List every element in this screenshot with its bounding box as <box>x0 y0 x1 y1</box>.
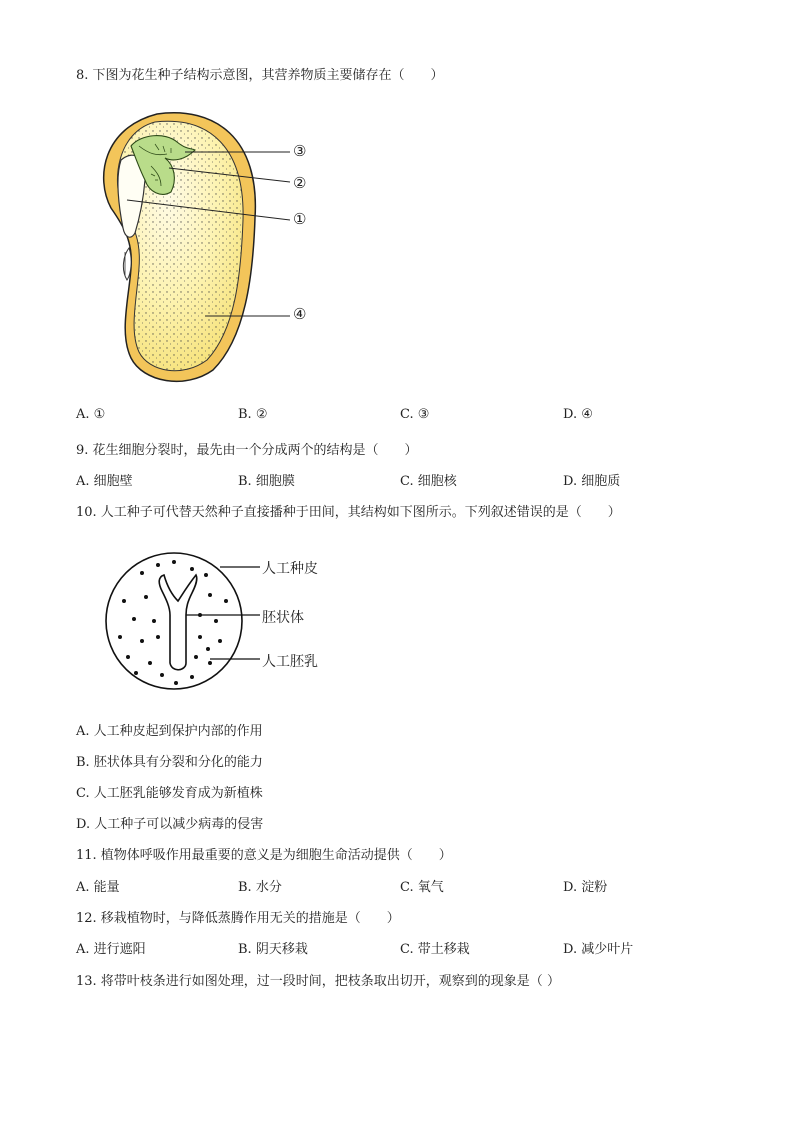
question-12-stem: 12. 移栽植物时，与降低蒸腾作用无关的措施是（ ） <box>76 911 400 926</box>
q9-option-b: B. 细胞膜 <box>238 474 295 489</box>
q8-option-c: C. ③ <box>400 407 430 422</box>
q11-option-a: A. 能量 <box>76 880 120 895</box>
embryoid-label: 胚状体 <box>262 610 304 626</box>
q10-option-b: B. 胚状体具有分裂和分化的能力 <box>76 755 263 770</box>
seed-label-1: ① <box>293 210 307 228</box>
q11-option-d: D. 淀粉 <box>563 880 608 895</box>
artificial-endosperm-label: 人工胚乳 <box>262 654 318 670</box>
question-11-stem: 11. 植物体呼吸作用最重要的意义是为细胞生命活动提供（ ） <box>76 848 452 863</box>
q8-option-d: D. ④ <box>563 407 593 422</box>
q12-option-a: A. 进行遮阳 <box>76 942 146 957</box>
q8-option-a: A. ① <box>76 407 106 422</box>
q10-option-a: A. 人工种皮起到保护内部的作用 <box>76 724 263 739</box>
seed-label-3: ③ <box>293 142 307 160</box>
question-13-stem: 13. 将带叶枝条进行如图处理，过一段时间，把枝条取出切开，观察到的现象是（ ） <box>76 974 560 989</box>
seed-label-4: ④ <box>293 305 307 323</box>
peanut-seed-diagram <box>95 108 325 383</box>
q8-option-b: B. ② <box>238 407 268 422</box>
q11-option-c: C. 氧气 <box>400 880 444 895</box>
question-10-stem: 10. 人工种子可代替天然种子直接播种于田间，其结构如下图所示。下列叙述错误的是（ ） <box>76 505 621 520</box>
q10-option-c: C. 人工胚乳能够发育成为新植株 <box>76 786 263 801</box>
q12-option-b: B. 阴天移栽 <box>238 942 308 957</box>
question-8-stem: 8. 下图为花生种子结构示意图，其营养物质主要储存在（ ） <box>76 68 444 83</box>
artificial-seed-diagram <box>100 545 270 695</box>
q10-option-d: D. 人工种子可以减少病毒的侵害 <box>76 817 264 832</box>
q12-option-d: D. 减少叶片 <box>563 942 634 957</box>
question-9-stem: 9. 花生细胞分裂时，最先由一个分成两个的结构是（ ） <box>76 443 418 458</box>
seed-label-2: ② <box>293 174 307 192</box>
q9-option-c: C. 细胞核 <box>400 474 457 489</box>
q11-option-b: B. 水分 <box>238 880 282 895</box>
q12-option-c: C. 带土移栽 <box>400 942 470 957</box>
q9-option-d: D. 细胞质 <box>563 474 621 489</box>
q9-option-a: A. 细胞壁 <box>76 474 133 489</box>
artificial-seed-coat-label: 人工种皮 <box>262 561 318 577</box>
